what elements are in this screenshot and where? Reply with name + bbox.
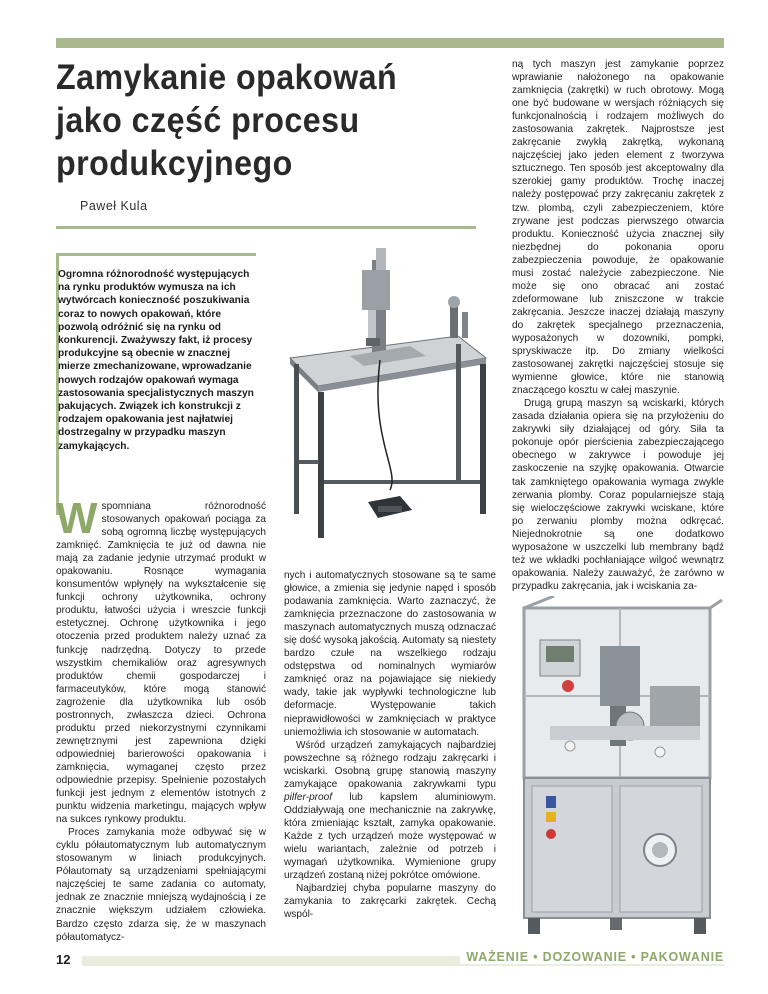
text-run: Wśród urządzeń zamykających najbardziej powszechne są różnego rodzaju zakręcarki i wciskarki. Osobną grupę stanowią maszyny zamykające opakowania zakrywkami typu	[284, 739, 496, 790]
column-1	[56, 494, 266, 944]
paragraph: spomniana różnorodność stosowanych opakowań pociąga za sobą ogromną liczbę występujących zamknięć. Zamknięcia te już od dawna nie mają za zadanie jedynie utrzymać produkt w opakowaniu. Rosnące wymagania konsumentów wpłynęły na wykształcenie się funkcji ochrony użytkownika, ochrony produktu, łatwości użycia i wreszcie funkcji estetycznej. Ochronę użytkownika i jego otoczenia przed produktem należy uznać za funkcję nadrzędną. Dotyczy to przede wszystkim chemikaliów oraz agresywnych produktów chemii gospodarczej i farmaceutyków, które mogą stanowić zagrożenie dla użytkownika lub osób postronnych, zwłaszcza dzieci. Ochrona produktu przed niekorzystnymi czynnikami zewnętrznymi jest zapewniona dzięki odpowiedniej barierowości opakowania i zamknięcia, wymaganej często przez odpowiednie przepisy. Spełnienie pozostałych funkcji jest jednym z elementów istotnych z punktu widzenia marketingu, mających wpływ na sukces rynkowy produktu.	[56, 501, 266, 826]
paragraph: ną tych maszyn jest zamykanie poprzez wprawianie nałożonego na opakowanie zamknięcia (zakrętki) w ruch obrotowy. Mogą one być budowane w wersjach różniących się funkcjonalnością i rodzajem możliwych do zastosowania zakrętek. Najprostsze jest zakręcanie zwykłą zakrętką, wykonaną najczęściej jako jeden element z tworzywa sztucznego. Ten sposób jest akceptowalny dla szerokiej gamy produktów. Trochę inaczej należy postępować przy zakręcaniu zakrętek z tzw. plombą, czyli zabezpieczeniem, które zrywane jest podczas pierwszego otwarcia produktu. Konieczność użycia znacznej siły niezbędnej do pokonania oporu zabezpieczenia powoduje, że opakowanie musi zostać należycie zabezpieczone. Nie może się ono obracać ani zostać zdeformowane lub zniszczone w trakcie zakręcania. Jeszcze inaczej działają maszyny do zakrętek specjalnego przeznaczenia, wyposażonych w dozowniki, pompki, spryskiwacze itp. Do zmiany wielkości zastosowanej zakrętki najczęściej stosuje się wymienne głowice, które nie stanowią znaczącego kosztu w całej maszynie.	[512, 59, 724, 397]
paragraph: Najbardziej chyba popularne maszyny do zamykania to zakręcarki zakrętek. Cechą wspól-	[284, 883, 496, 921]
article-title: Zamykanie opakowań jako część procesu produkcyjnego	[56, 58, 398, 183]
author-divider	[56, 226, 476, 229]
paragraph	[284, 739, 496, 883]
paragraph: Drugą grupą maszyn są wciskarki, których zasada działania opiera się na przyłożeniu do zakrywki siły działającej od góry. Siła ta pokonuje opór pierścienia zabezpieczającego obecnego w zakrywce i powoduje jej zaskoczenie na szyjkę opakowania. Otwarcie tak zamkniętego opakowania wymaga zwykle zerwania plomby. Coraz popularniejsze stają się wieloczęściowe zakrywki wciskane, które po zerwaniu plomby można odkręcać. Niejednokrotnie są one dodatkowo wyposażone w uszczelki lub membrany bądź też we wkładki pochłaniające wilgoć wewnątrz opakowania. Należy zauważyć, że zarówno w przypadku zakręcania, jak i wciskania za-	[512, 398, 724, 592]
text-run: lub kapslem aluminiowym. Oddziaływają one mechanicznie na zakrywkę, która zmieniając kształt, zamyka opakowanie. Każde z tych urządzeń może występować w wielu wariantach, zależnie od potrzeb i wymagań użytkownika. Wymienione grupy urządzeń zostaną niżej pokrótce omówione.	[284, 791, 496, 882]
section-title: WAŻENIE • DOZOWANIE • PAKOWANIE	[460, 950, 724, 964]
column-2	[284, 569, 496, 921]
paragraph: Proces zamykania może odbywać się w cyklu półautomatycznym lub automatycznym stosowanym w liniach produkcyjnych. Półautomaty są urządzeniami spełniającymi najczęściej te same zadania co automaty, jednak ze znacznie mniejszą wydajnością i ze znacznie większym udziałem człowieka. Bardzo często zdarza się, że w maszynach półautomatycz-	[56, 827, 266, 943]
paragraph: nych i automatycznych stosowane są te same głowice, a zmienia się jedynie napęd i sposób podawania zamknięcia. Warto zaznaczyć, że zamknięcia przeznaczone do zastosowania w maszynach automatycznych muszą odznaczać się dość wysoką jakością. Automaty są niestety bardzo czułe na wszelkiego rodzaju odstępstwa od nominalnych wymiarów zamknięć oraz na pojawiające się niekiedy wady, takie jak wypływki technologiczne lub deformacje. Występowanie takich nieprawidłowości w zamknięciach w praktyce uniemożliwia ich stosowanie w automatach.	[284, 570, 496, 738]
column-3	[512, 58, 724, 593]
capping-machine-photo	[280, 240, 496, 540]
automatic-capper-photo	[510, 596, 724, 940]
top-accent-bar	[56, 38, 724, 48]
drop-cap: W	[56, 494, 98, 543]
article-lead: Ogromna różnorodność występujących na rynku produktów wymusza na ich wytwórcach konieczność poszukiwania coraz to nowych opakowań, które pozwolą odróżnić się na rynku od konkurencji. Zważywszy fakt, iż procesy produkcyjne są obecnie w znacznej mierze zmechanizowane, wprowadzanie nowych rodzajów opakowań wymaga zastosowania specjalistycznych maszyn pakujących. Związek ich konstrukcji z rodzajem opakowania jest najłatwiej dostrzegalny w przypadku maszyn zamykających.	[58, 269, 254, 452]
emphasis-term: pilfer-proof	[284, 791, 333, 803]
lead-top-rule	[56, 253, 256, 256]
page-number: 12	[56, 952, 71, 967]
article-author: Paweł Kula	[80, 199, 148, 213]
